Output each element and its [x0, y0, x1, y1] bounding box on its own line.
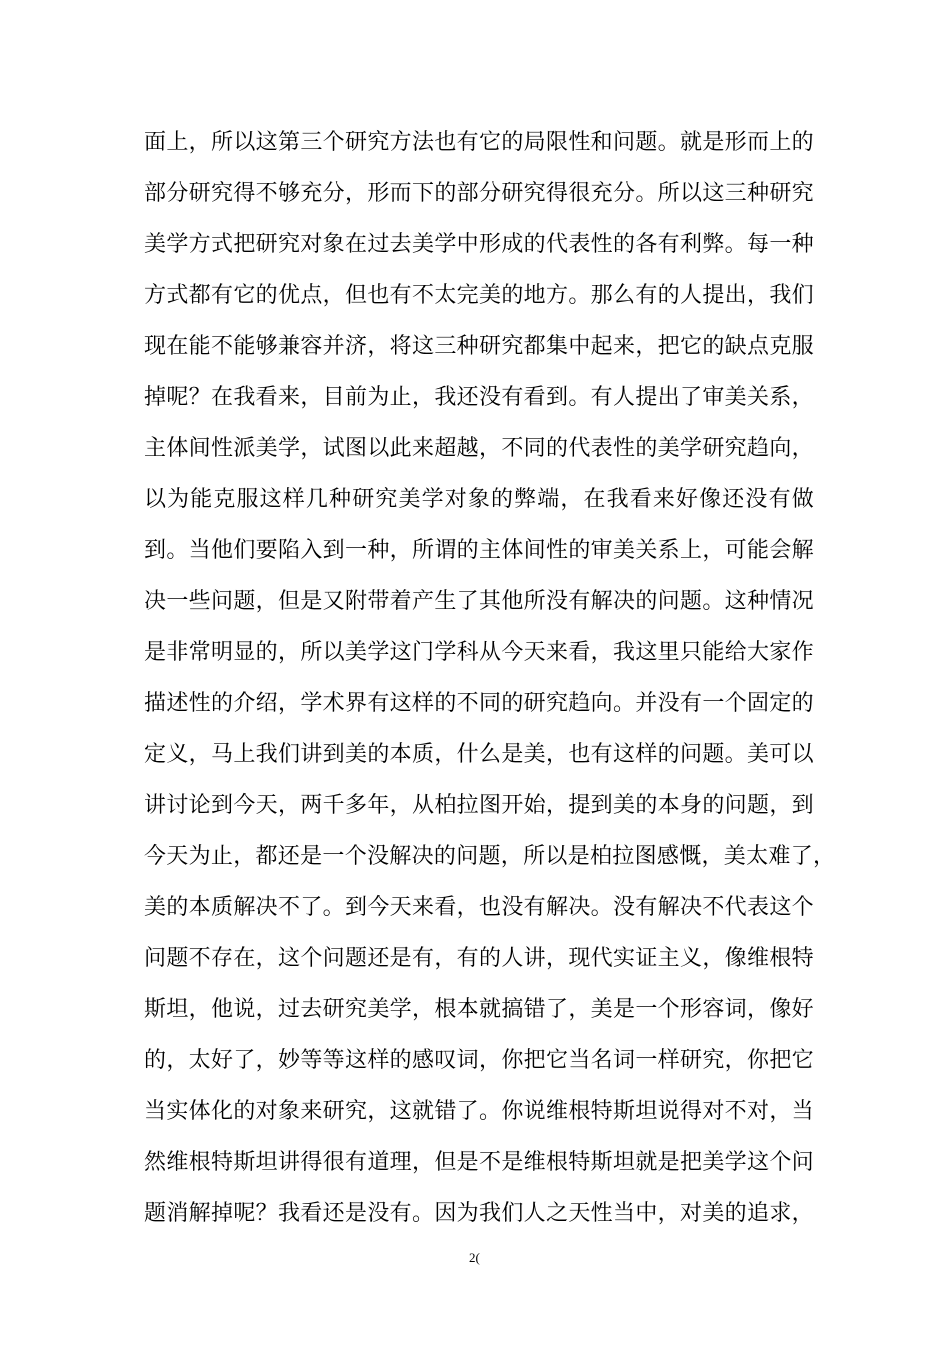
text-line: 掉呢？在我看来，目前为止，我还没有看到。有人提出了审美关系，	[144, 385, 814, 410]
text-line: 定义，马上我们讲到美的本质，什么是美，也有这样的问题。美可以	[144, 742, 814, 767]
text-line: 部分研究得不够充分，形而下的部分研究得很充分。所以这三种研究	[144, 181, 814, 206]
text-line: 面上，所以这第三个研究方法也有它的局限性和问题。就是形而上的	[144, 130, 814, 155]
text-line: 的，太好了，妙等等这样的感叹词，你把它当名词一样研究，你把它	[144, 1048, 814, 1073]
body-text	[144, 117, 836, 1239]
text-line: 到。当他们要陷入到一种，所谓的主体间性的审美关系上，可能会解	[144, 538, 814, 563]
text-line: 今天为止，都还是一个没解决的问题，所以是柏拉图感慨，美太难了，	[144, 844, 836, 869]
text-line: 然维根特斯坦讲得很有道理，但是不是维根特斯坦就是把美学这个问	[144, 1150, 814, 1175]
text-line: 主体间性派美学，试图以此来超越，不同的代表性的美学研究趋向，	[144, 436, 814, 461]
text-line: 当实体化的对象来研究，这就错了。你说维根特斯坦说得对不对，当	[144, 1099, 814, 1124]
text-line: 问题不存在，这个问题还是有，有的人讲，现代实证主义，像维根特	[144, 946, 814, 971]
text-line: 是非常明显的，所以美学这门学科从今天来看，我这里只能给大家作	[144, 640, 814, 665]
text-line: 以为能克服这样几种研究美学对象的弊端，在我看来好像还没有做	[144, 487, 814, 512]
text-line: 讲讨论到今天，两千多年，从柏拉图开始，提到美的本身的问题，到	[144, 793, 814, 818]
text-line: 美学方式把研究对象在过去美学中形成的代表性的各有利弊。每一种	[144, 232, 814, 257]
text-line: 斯坦，他说，过去研究美学，根本就搞错了，美是一个形容词，像好	[144, 997, 814, 1022]
text-line: 决一些问题，但是又附带着产生了其他所没有解决的问题。这种情况	[144, 589, 814, 614]
page-number: 2(	[469, 1250, 480, 1265]
text-line: 题消解掉呢？我看还是没有。因为我们人之天性当中，对美的追求，	[144, 1201, 814, 1226]
text-line: 方式都有它的优点，但也有不太完美的地方。那么有的人提出，我们	[144, 283, 814, 308]
text-line: 现在能不能够兼容并济，将这三种研究都集中起来，把它的缺点克服	[144, 334, 814, 359]
text-line: 描述性的介绍，学术界有这样的不同的研究趋向。并没有一个固定的	[144, 691, 814, 716]
text-line: 美的本质解决不了。到今天来看，也没有解决。没有解决不代表这个	[144, 895, 814, 920]
